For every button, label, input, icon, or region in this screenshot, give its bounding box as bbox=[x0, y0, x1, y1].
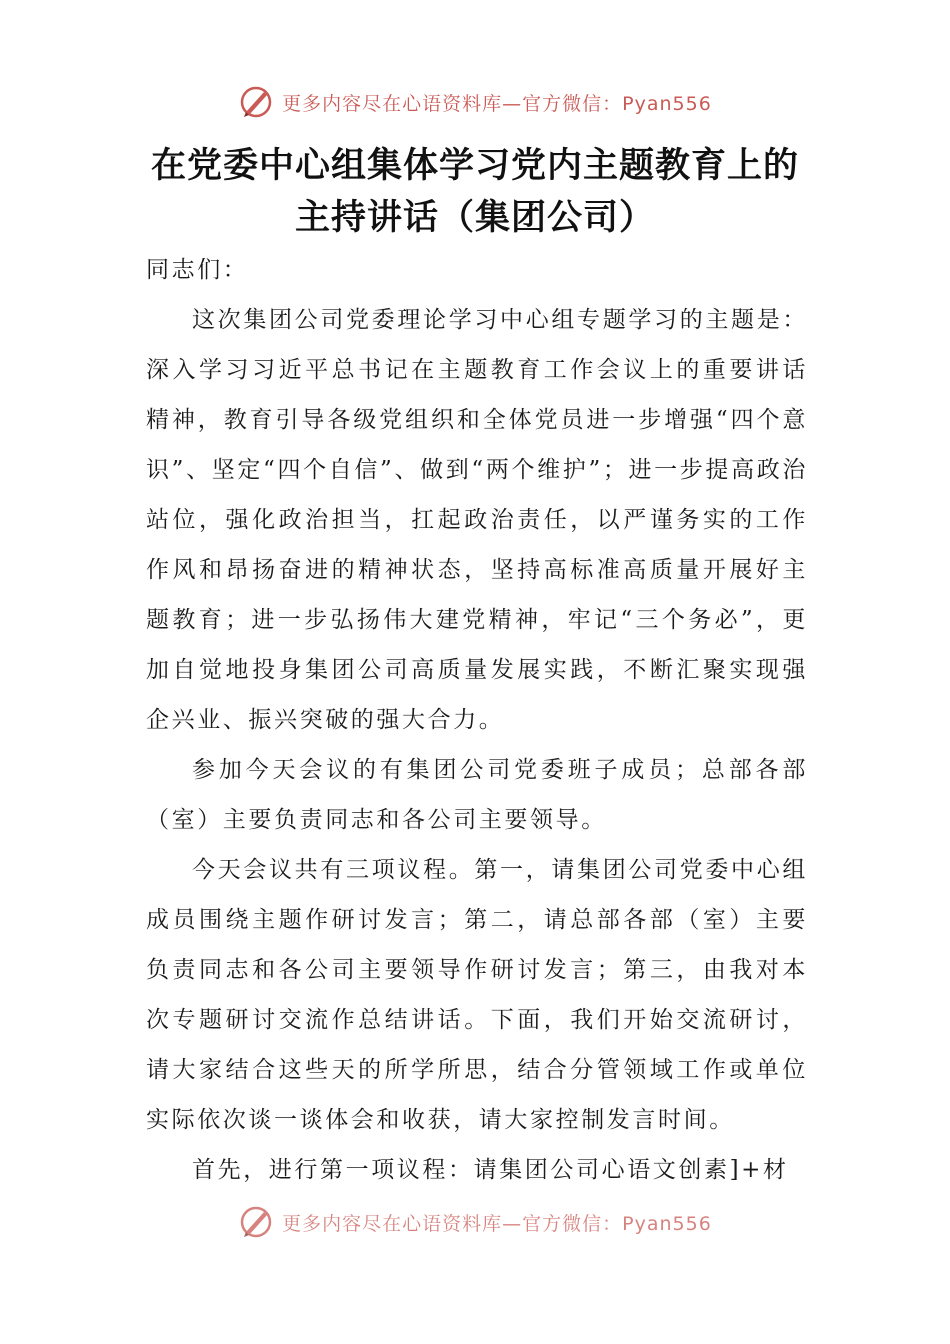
title-line-2: 主持讲话（集团公司） bbox=[294, 197, 655, 238]
paragraph-3: 今天会议共有三项议程。第一，请集团公司党委中心组成员围绕主题作研讨发言；第二，请总部各部（室）主要负责同志和各公司主要领导作研讨发言；第三，由我对本次专题研讨交流作总结讲话。下面，我们开始交流研讨，请大家结合这些天的所学所思，结合分管领域工作或单位实际依次谈一谈体会和收获，请大家控制发言时间。 bbox=[146, 857, 808, 1133]
paragraph-2: 参加今天会议的有集团公司党委班子成员；总部各部（室）主要负责同志和各公司主要领导。 bbox=[146, 757, 808, 833]
watermark-text: 更多内容尽在心语资料库—官方微信：Pyan556 bbox=[282, 92, 712, 115]
salutation: 同志们： bbox=[146, 257, 249, 283]
watermark-text: 更多内容尽在心语资料库—官方微信：Pyan556 bbox=[282, 1212, 712, 1235]
pen-logo-icon bbox=[238, 84, 274, 120]
document-title bbox=[140, 140, 810, 244]
paragraph-4: 首先，进行第一项议程：请集团公司心语文创素]+材 bbox=[192, 1157, 789, 1183]
paragraph-1: 这次集团公司党委理论学习中心组专题学习的主题是：深入学习习近平总书记在主题教育工作会议上的重要讲话精神，教育引导各级党组织和全体党员进一步增强“四个意识”、坚定“四个自信”、做到“两个维护”；进一步提高政治站位，强化政治担当，扛起政治责任，以严谨务实的工作作风和昂扬奋进的精神状态，坚持高标准高质量开展好主题教育；进一步弘扬伟大建党精神，牢记“三个务必”，更加自觉地投身集团公司高质量发展实践，不断汇聚实现强企兴业、振兴突破的强大合力。 bbox=[146, 307, 808, 733]
footer-watermark bbox=[0, 1202, 950, 1242]
title-line-1: 在党委中心组集体学习党内主题教育上的 bbox=[150, 145, 799, 186]
pen-logo-icon bbox=[238, 1204, 274, 1240]
header-watermark bbox=[0, 82, 950, 122]
document-body bbox=[146, 245, 808, 1195]
